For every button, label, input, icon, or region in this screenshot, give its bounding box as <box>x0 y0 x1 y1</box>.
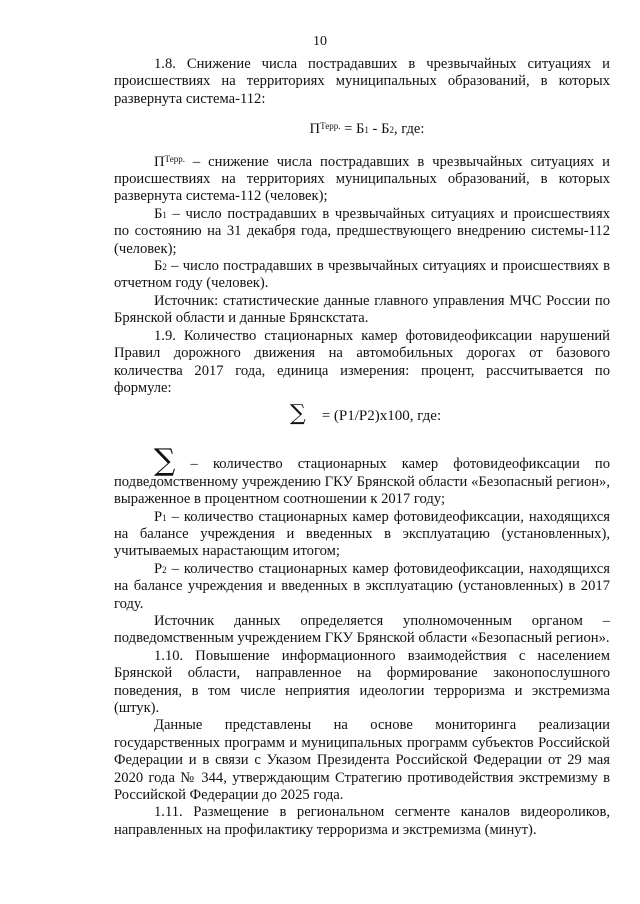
definition-p-terr-text: – снижение числа пострадавших в чрезвычайных ситуациях и происшествиях на территориях муниципальных образований, в которых развернута система-112 (человек); <box>114 153 610 205</box>
symbol-p-sub-1: 1 <box>162 512 167 523</box>
definition-sigma <box>114 444 610 509</box>
formula-lhs-sup: Терр. <box>320 121 341 132</box>
formula-sub-2: 2 <box>389 125 394 136</box>
source-paragraph-2: Источник данных определяется уполномоченным органом – подведомственным учреждением ГКУ Брянской области «Безопасный регион». <box>114 612 610 647</box>
paragraph-1-10: 1.10. Повышение информационного взаимодействия с населением Брянской области, направленное на формирование законопослушного поведения, в том числе неприятия идеологии терроризма и экстремизма (штук). <box>114 647 610 716</box>
symbol-p: P <box>154 508 163 525</box>
sigma-symbol-large: ∑ <box>154 442 176 478</box>
symbol-p-sup: Терр. <box>164 153 185 164</box>
symbol-p: P <box>154 560 163 577</box>
definition-p1-text: – количество стационарных камер фотовидеофиксации, находящихся на балансе учреждения и введенных в эксплуатацию (установленных), учитываемых нарастающим итогом; <box>114 508 610 560</box>
formula-cameras-body: = (P1/P2)x100, где: <box>321 408 442 425</box>
document-body <box>114 56 610 839</box>
definition-b2-text: – число пострадавших в чрезвычайных ситуациях и происшествиях в отчетном году (человек). <box>114 258 610 292</box>
paragraph-data-source: Данные представлены на основе мониторинга реализации государственных программ и муниципальных программ субъектов Российской Федерации и в связи с Указом Президента Российской Федерации от 29 мая 2020 года № 344, утверждающим Стратегию противодействия экстремизму в Российской Федерации до 2025 года. <box>114 717 610 804</box>
page-number: 10 <box>313 34 327 49</box>
formula-cameras <box>114 401 610 427</box>
definition-p2-text: – количество стационарных камер фотовидеофиксации, находящихся на балансе учреждения и введенных в эксплуатацию (установленных) в 2017 году. <box>114 560 610 612</box>
definition-b2 <box>114 258 610 293</box>
paragraph-1-11: 1.11. Размещение в региональном сегменте каналов видеороликов, направленных на профилактику терроризма и экстремизма (минут). <box>114 804 610 838</box>
symbol-p: П <box>154 153 165 170</box>
definition-b1-text: – число пострадавших в чрезвычайных ситуациях и происшествиях по состоянию на 31 декабря года, предшествующего внедрению системы-112 (человек); <box>114 205 610 257</box>
formula-eq: = Б <box>340 121 365 138</box>
paragraph-1-8: 1.8. Снижение числа пострадавших в чрезвычайных ситуациях и происшествиях на территориях муниципальных образований, в которых развернута система-112: <box>114 56 610 107</box>
symbol-b: Б <box>154 205 163 222</box>
formula-lhs: П <box>309 121 321 138</box>
formula-mid: - Б <box>368 121 390 138</box>
paragraph-1-9: 1.9. Количество стационарных камер фотовидеофиксации нарушений Правил дорожного движения на автомобильных дорогах от базового количества 2017 года, единица измерения: процент, рассчитывается по формуле: <box>114 327 610 396</box>
definition-p-terr <box>114 154 610 206</box>
formula-sub-1: 1 <box>364 125 369 136</box>
definition-sigma-text: – количество стационарных камер фотовидеофиксации по подведомственному учреждению ГКУ Брянской области «Безопасный регион», выраженное в процентном соотношении к 2017 году; <box>114 455 610 508</box>
definition-p1 <box>114 509 610 561</box>
formula-tail: , где: <box>393 121 425 138</box>
symbol-p-sub-2: 2 <box>162 564 167 575</box>
symbol-b-sub-2: 2 <box>162 262 167 273</box>
sigma-symbol: ∑ <box>290 401 306 427</box>
definition-p2 <box>114 561 610 613</box>
formula-territory <box>114 121 610 138</box>
symbol-b-sub-1: 1 <box>162 209 167 220</box>
symbol-b: Б <box>154 258 163 275</box>
definition-b1 <box>114 206 610 258</box>
source-paragraph-1: Источник: статистические данные главного управления МЧС России по Брянской области и данные Брянскстата. <box>114 292 610 327</box>
